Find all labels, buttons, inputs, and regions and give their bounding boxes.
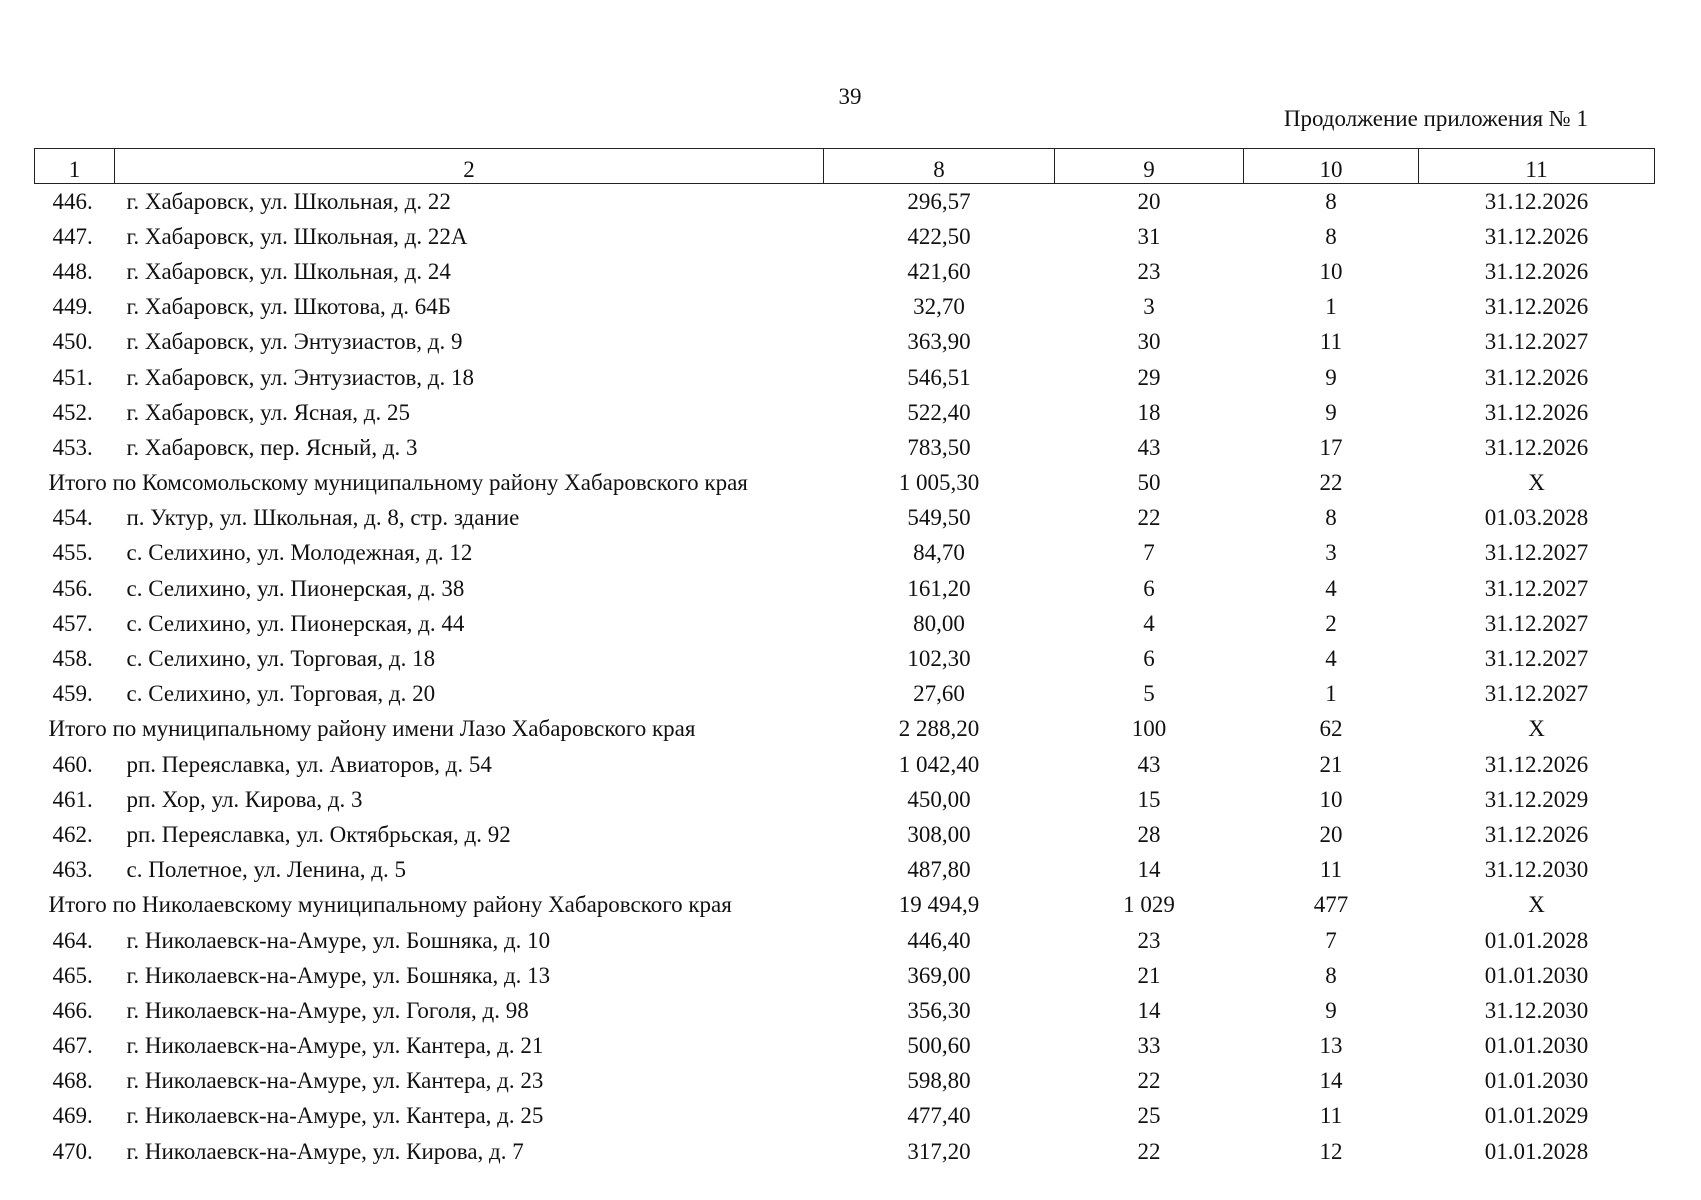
col-10-cell: 10	[1319, 786, 1343, 812]
col-8-cell: 500,60	[907, 1033, 971, 1059]
col-10-cell: 8	[1325, 188, 1337, 214]
address-cell: г. Хабаровск, ул. Энтузиастов, д. 18	[126, 364, 475, 390]
col-10-cell: 1	[1325, 681, 1337, 707]
col-9-cell: 14	[1137, 857, 1161, 883]
col-11-cell: 31.12.2026	[1484, 434, 1589, 460]
col-9-cell: 23	[1137, 258, 1161, 284]
col-10-cell: 11	[1319, 857, 1343, 883]
row-number: 467.	[52, 1033, 93, 1059]
col-11-cell: 31.12.2030	[1484, 857, 1589, 883]
col-10-cell: 17	[1319, 434, 1343, 460]
col-8-cell: 546,51	[907, 364, 971, 390]
col-8-cell: 80,00	[913, 610, 965, 636]
table-row	[35, 958, 1655, 993]
col-9-cell: 6	[1143, 646, 1155, 672]
col-10-cell: 10	[1319, 258, 1343, 284]
address-cell: рп. Хор, ул. Кирова, д. 3	[126, 786, 363, 812]
col-11-cell: 31.12.2027	[1484, 329, 1589, 355]
col-11-cell: 31.12.2026	[1484, 188, 1589, 214]
col-10-cell: 8	[1325, 505, 1337, 531]
address-cell: с. Селихино, ул. Пионерская, д. 38	[126, 575, 465, 601]
col-8-cell: 161,20	[907, 575, 971, 601]
row-number: 447.	[52, 223, 93, 249]
table-row	[35, 1099, 1655, 1134]
col-9-cell: 22	[1137, 505, 1161, 531]
subtotal-row	[35, 466, 1655, 501]
address-cell: г. Хабаровск, ул. Ясная, д. 25	[126, 399, 410, 425]
row-number: 470.	[52, 1138, 93, 1164]
col-11-cell: X	[1528, 892, 1545, 918]
address-cell: г. Николаевск-на-Амуре, ул. Кантера, д. 25	[126, 1103, 544, 1129]
table-row	[35, 395, 1655, 430]
table-row	[35, 290, 1655, 325]
col-9-cell: 31	[1137, 223, 1161, 249]
row-number: 463.	[52, 857, 93, 883]
col-11-cell: 31.12.2026	[1484, 399, 1589, 425]
table-row	[35, 641, 1655, 676]
col-8-cell: 421,60	[907, 258, 971, 284]
col-9-cell: 20	[1137, 188, 1161, 214]
col-10-cell: 22	[1319, 470, 1343, 496]
col-11-cell: 31.12.2026	[1484, 258, 1589, 284]
col-9-cell: 5	[1143, 681, 1155, 707]
col-11-cell: 31.12.2030	[1484, 997, 1589, 1023]
col-10-cell: 8	[1325, 223, 1337, 249]
col-10-cell: 11	[1319, 1103, 1343, 1129]
header-col-10: 10	[1244, 149, 1419, 184]
col-8-cell: 369,00	[907, 962, 971, 988]
row-number: 462.	[52, 821, 93, 847]
col-11-cell: 31.12.2027	[1484, 610, 1589, 636]
table-row	[35, 677, 1655, 712]
col-10-cell: 9	[1325, 997, 1337, 1023]
row-number: 460.	[52, 751, 93, 777]
table-header	[35, 149, 1655, 184]
col-11-cell: 01.01.2030	[1484, 1068, 1589, 1094]
address-cell: г. Николаевск-на-Амуре, ул. Бошняка, д. 13	[126, 962, 551, 988]
table-row	[35, 606, 1655, 641]
col-11-cell: 31.12.2029	[1484, 786, 1589, 812]
col-10-cell: 21	[1319, 751, 1343, 777]
col-8-cell: 356,30	[907, 997, 971, 1023]
col-9-cell: 50	[1137, 470, 1161, 496]
col-8-cell: 549,50	[907, 505, 971, 531]
row-number: 451.	[52, 364, 93, 390]
col-8-cell: 19 494,9	[898, 892, 980, 918]
col-9-cell: 43	[1137, 434, 1161, 460]
address-cell: г. Хабаровск, ул. Шкотова, д. 64Б	[126, 294, 451, 320]
address-cell: г. Николаевск-на-Амуре, ул. Кантера, д. 23	[126, 1068, 544, 1094]
col-10-cell: 4	[1325, 646, 1337, 672]
col-11-cell: 31.12.2027	[1484, 540, 1589, 566]
table-row	[35, 817, 1655, 852]
col-11-cell: X	[1528, 716, 1545, 742]
col-9-cell: 30	[1137, 329, 1161, 355]
table-row	[35, 1029, 1655, 1064]
address-cell: с. Селихино, ул. Торговая, д. 18	[126, 646, 436, 672]
col-11-cell: 31.12.2026	[1484, 223, 1589, 249]
col-9-cell: 23	[1137, 927, 1161, 953]
address-cell: с. Селихино, ул. Торговая, д. 20	[126, 681, 436, 707]
col-11-cell: 01.01.2030	[1484, 1033, 1589, 1059]
table-row	[35, 325, 1655, 360]
address-cell: г. Хабаровск, ул. Энтузиастов, д. 9	[126, 329, 463, 355]
col-9-cell: 22	[1137, 1068, 1161, 1094]
col-10-cell: 3	[1325, 540, 1337, 566]
col-9-cell: 1 029	[1123, 892, 1175, 918]
col-9-cell: 43	[1137, 751, 1161, 777]
col-8-cell: 477,40	[907, 1103, 971, 1129]
table-row	[35, 1064, 1655, 1099]
address-cell: рп. Переяславка, ул. Авиаторов, д. 54	[126, 751, 492, 777]
subtotal-label: Итого по муниципальному району имени Лазо Хабаровского края	[48, 716, 696, 742]
col-9-cell: 29	[1137, 364, 1161, 390]
table-row	[35, 219, 1655, 254]
col-9-cell: 4	[1143, 610, 1155, 636]
col-8-cell: 32,70	[913, 294, 965, 320]
col-11-cell: 31.12.2026	[1484, 751, 1589, 777]
col-10-cell: 12	[1319, 1138, 1343, 1164]
address-cell: с. Селихино, ул. Молодежная, д. 12	[126, 540, 473, 566]
address-cell: с. Селихино, ул. Пионерская, д. 44	[126, 610, 465, 636]
table-row	[35, 923, 1655, 958]
col-10-cell: 7	[1325, 927, 1337, 953]
address-cell: г. Николаевск-на-Амуре, ул. Гоголя, д. 98	[126, 997, 529, 1023]
col-8-cell: 598,80	[907, 1068, 971, 1094]
row-number: 468.	[52, 1068, 93, 1094]
col-11-cell: 01.01.2030	[1484, 962, 1589, 988]
col-11-cell: 01.01.2029	[1484, 1103, 1589, 1129]
col-9-cell: 25	[1137, 1103, 1161, 1129]
table-row	[35, 853, 1655, 888]
col-8-cell: 487,80	[907, 857, 971, 883]
address-cell: г. Хабаровск, ул. Школьная, д. 22	[126, 188, 451, 214]
subtotal-label: Итого по Николаевскому муниципальному району Хабаровского края	[48, 892, 732, 918]
address-cell: с. Полетное, ул. Ленина, д. 5	[126, 857, 407, 883]
col-8-cell: 2 288,20	[898, 716, 980, 742]
header-col-11: 11	[1419, 149, 1655, 184]
header-col-8: 8	[824, 149, 1055, 184]
col-8-cell: 522,40	[907, 399, 971, 425]
table-row	[35, 536, 1655, 571]
row-number: 449.	[52, 294, 93, 320]
address-cell: г. Хабаровск, ул. Школьная, д. 22А	[126, 223, 468, 249]
header-col-9: 9	[1055, 149, 1244, 184]
col-9-cell: 18	[1137, 399, 1161, 425]
row-number: 465.	[52, 962, 93, 988]
row-number: 455.	[52, 540, 93, 566]
table-body	[35, 184, 1655, 1170]
table-row	[35, 360, 1655, 395]
col-10-cell: 1	[1325, 294, 1337, 320]
col-11-cell: 31.12.2026	[1484, 821, 1589, 847]
row-number: 456.	[52, 575, 93, 601]
header-col-1: 1	[35, 149, 115, 184]
col-10-cell: 11	[1319, 329, 1343, 355]
row-number: 457.	[52, 610, 93, 636]
address-cell: г. Николаевск-на-Амуре, ул. Кантера, д. 21	[126, 1033, 544, 1059]
table-row	[35, 254, 1655, 289]
row-number: 464.	[52, 927, 93, 953]
col-8-cell: 783,50	[907, 434, 971, 460]
subtotal-row	[35, 712, 1655, 747]
header-col-2: 2	[115, 149, 824, 184]
table-row	[35, 501, 1655, 536]
row-number: 446.	[52, 188, 93, 214]
col-9-cell: 21	[1137, 962, 1161, 988]
page-number: 39	[838, 84, 862, 109]
col-9-cell: 6	[1143, 575, 1155, 601]
row-number: 452.	[52, 399, 93, 425]
address-cell: г. Николаевск-на-Амуре, ул. Бошняка, д. 10	[126, 927, 551, 953]
col-11-cell: 31.12.2027	[1484, 646, 1589, 672]
col-11-cell: 01.01.2028	[1484, 1138, 1589, 1164]
table-row	[35, 782, 1655, 817]
subtotal-row	[35, 888, 1655, 923]
col-8-cell: 317,20	[907, 1138, 971, 1164]
col-9-cell: 15	[1137, 786, 1161, 812]
col-9-cell: 28	[1137, 821, 1161, 847]
col-9-cell: 7	[1143, 540, 1155, 566]
col-8-cell: 363,90	[907, 329, 971, 355]
row-number: 461.	[52, 786, 93, 812]
col-8-cell: 422,50	[907, 223, 971, 249]
row-number: 453.	[52, 434, 93, 460]
col-10-cell: 477	[1313, 892, 1349, 918]
col-10-cell: 9	[1325, 364, 1337, 390]
col-10-cell: 9	[1325, 399, 1337, 425]
col-10-cell: 13	[1319, 1033, 1343, 1059]
col-8-cell: 308,00	[907, 821, 971, 847]
table-row	[35, 430, 1655, 465]
col-10-cell: 20	[1319, 821, 1343, 847]
row-number: 459.	[52, 681, 93, 707]
address-cell: п. Уктур, ул. Школьная, д. 8, стр. здание	[126, 505, 520, 531]
col-8-cell: 1 005,30	[898, 470, 980, 496]
address-cell: рп. Переяславка, ул. Октябрьская, д. 92	[126, 821, 511, 847]
col-8-cell: 446,40	[907, 927, 971, 953]
col-10-cell: 8	[1325, 962, 1337, 988]
col-11-cell: 31.12.2026	[1484, 364, 1589, 390]
header-row	[35, 149, 1655, 184]
table-row	[35, 747, 1655, 782]
col-8-cell: 450,00	[907, 786, 971, 812]
table-row	[35, 571, 1655, 606]
row-number: 466.	[52, 997, 93, 1023]
col-11-cell: 01.01.2028	[1484, 927, 1589, 953]
row-number: 454.	[52, 505, 93, 531]
col-11-cell: 31.12.2026	[1484, 294, 1589, 320]
col-8-cell: 84,70	[913, 540, 965, 566]
subtotal-label: Итого по Комсомольскому муниципальному району Хабаровского края	[48, 470, 748, 496]
col-9-cell: 22	[1137, 1138, 1161, 1164]
address-cell: г. Николаевск-на-Амуре, ул. Кирова, д. 7	[126, 1138, 524, 1164]
col-10-cell: 62	[1319, 716, 1343, 742]
col-8-cell: 102,30	[907, 646, 971, 672]
appendix-continuation-label: Продолжение приложения № 1	[1283, 106, 1588, 131]
address-cell: г. Хабаровск, пер. Ясный, д. 3	[126, 434, 418, 460]
col-9-cell: 100	[1131, 716, 1167, 742]
row-number: 458.	[52, 646, 93, 672]
row-number: 450.	[52, 329, 93, 355]
col-8-cell: 296,57	[907, 188, 971, 214]
row-number: 448.	[52, 258, 93, 284]
col-9-cell: 14	[1137, 997, 1161, 1023]
row-number: 469.	[52, 1103, 93, 1129]
data-table	[34, 148, 1655, 1169]
table-row	[35, 993, 1655, 1028]
col-10-cell: 14	[1319, 1068, 1343, 1094]
table-row	[35, 184, 1655, 220]
col-8-cell: 1 042,40	[898, 751, 980, 777]
col-11-cell: X	[1528, 470, 1545, 496]
col-10-cell: 2	[1325, 610, 1337, 636]
col-11-cell: 31.12.2027	[1484, 681, 1589, 707]
table-row	[35, 1134, 1655, 1169]
col-10-cell: 4	[1325, 575, 1337, 601]
col-9-cell: 33	[1137, 1033, 1161, 1059]
col-8-cell: 27,60	[913, 681, 965, 707]
address-cell: г. Хабаровск, ул. Школьная, д. 24	[126, 258, 451, 284]
col-11-cell: 31.12.2027	[1484, 575, 1589, 601]
col-11-cell: 01.03.2028	[1484, 505, 1589, 531]
col-9-cell: 3	[1143, 294, 1155, 320]
